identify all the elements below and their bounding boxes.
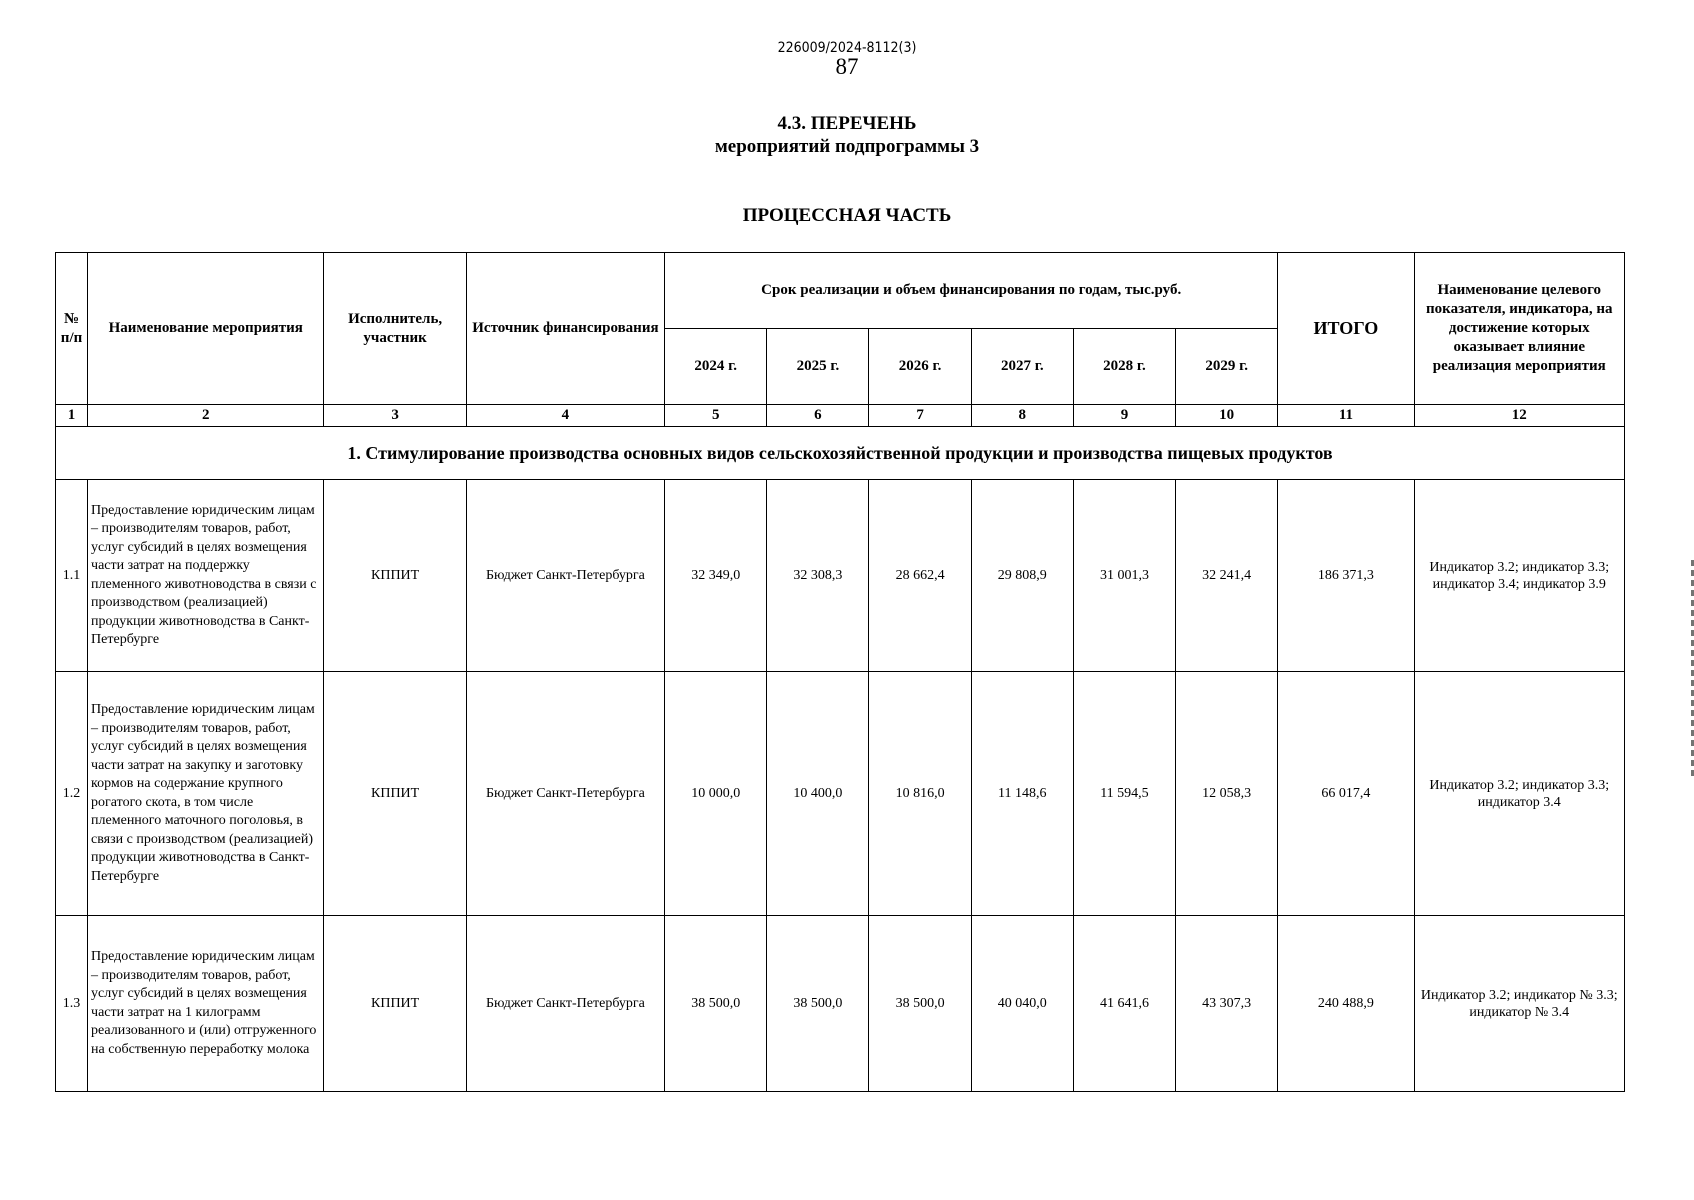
title-line-2: мероприятий подпрограммы 3 [714, 136, 980, 157]
column-number: 6 [767, 405, 869, 427]
header-indicator: Наименование целевого показателя, индикатора, на достижение которых оказывает влияние реализация мероприятия [1414, 253, 1624, 405]
header-total: ИТОГО [1278, 253, 1414, 405]
funding-source: Бюджет Санкт-Петербурга [466, 916, 664, 1092]
total-value: 186 371,3 [1278, 480, 1414, 672]
year-value: 41 641,6 [1073, 916, 1175, 1092]
year-value: 32 308,3 [767, 480, 869, 672]
year-value: 38 500,0 [767, 916, 869, 1092]
group-title: 1. Стимулирование производства основных видов сельскохозяйственной продукции и производства пищевых продуктов [56, 427, 1625, 480]
row-number: 1.1 [56, 480, 88, 672]
header-period: Срок реализации и объем финансирования по годам, тыс.руб. [665, 253, 1278, 329]
column-number: 12 [1414, 405, 1624, 427]
year-value: 11 148,6 [971, 672, 1073, 916]
year-value: 32 349,0 [665, 480, 767, 672]
header-year: 2025 г. [767, 329, 869, 405]
column-number: 10 [1176, 405, 1278, 427]
header-num: № п/п [56, 253, 88, 405]
row-number: 1.2 [56, 672, 88, 916]
funding-source: Бюджет Санкт-Петербурга [466, 480, 664, 672]
table-row [56, 916, 1625, 1092]
header-year: 2027 г. [971, 329, 1073, 405]
year-value: 32 241,4 [1176, 480, 1278, 672]
measures-table [55, 252, 1625, 1092]
year-value: 12 058,3 [1176, 672, 1278, 916]
indicator: Индикатор 3.2; индикатор № 3.3; индикатор № 3.4 [1414, 916, 1624, 1092]
year-value: 31 001,3 [1073, 480, 1175, 672]
column-number: 7 [869, 405, 971, 427]
column-number: 5 [665, 405, 767, 427]
table-row [56, 672, 1625, 916]
executor: КППИТ [324, 916, 466, 1092]
title-line-1: 4.3. ПЕРЕЧЕНЬ [777, 113, 917, 134]
header-year: 2028 г. [1073, 329, 1175, 405]
year-value: 38 500,0 [665, 916, 767, 1092]
column-number: 1 [56, 405, 88, 427]
header-executor: Исполнитель, участник [324, 253, 466, 405]
column-number: 8 [971, 405, 1073, 427]
header-name: Наименование мероприятия [88, 253, 324, 405]
header-year: 2024 г. [665, 329, 767, 405]
measure-name: Предоставление юридическим лицам – производителям товаров, работ, услуг субсидий в целях возмещения части затрат на закупку и заготовку кормов на содержание крупного рогатого скота, в том числе племенного маточного поголовья, в связи с производством (реализацией) продукции животноводства в Санкт-Петербурге [88, 672, 324, 916]
executor: КППИТ [324, 672, 466, 916]
column-number: 3 [324, 405, 466, 427]
indicator: Индикатор 3.2; индикатор 3.3; индикатор 3.4; индикатор 3.9 [1414, 480, 1624, 672]
funding-source: Бюджет Санкт-Петербурга [466, 672, 664, 916]
year-value: 10 816,0 [869, 672, 971, 916]
page-number: 87 [835, 54, 859, 79]
year-value: 28 662,4 [869, 480, 971, 672]
header-source: Источник финансирования [466, 253, 664, 405]
executor: КППИТ [324, 480, 466, 672]
indicator: Индикатор 3.2; индикатор 3.3; индикатор 3.4 [1414, 672, 1624, 916]
header-row-1 [56, 253, 1625, 329]
year-value: 11 594,5 [1073, 672, 1175, 916]
column-number: 11 [1278, 405, 1414, 427]
year-value: 10 400,0 [767, 672, 869, 916]
row-number: 1.3 [56, 916, 88, 1092]
year-value: 10 000,0 [665, 672, 767, 916]
group-row [56, 427, 1625, 480]
page-title [0, 112, 1694, 158]
column-number: 9 [1073, 405, 1175, 427]
measure-name: Предоставление юридическим лицам – производителям товаров, работ, услуг субсидий в целях возмещения части затрат на поддержку племенного животноводства в связи с производством (реализацией) продукции животноводства в Санкт-Петербурге [88, 480, 324, 672]
total-value: 240 488,9 [1278, 916, 1414, 1092]
document-id: 226009/2024-8112(3) [777, 40, 917, 56]
year-value: 40 040,0 [971, 916, 1073, 1092]
header-year: 2029 г. [1176, 329, 1278, 405]
year-value: 43 307,3 [1176, 916, 1278, 1092]
column-number: 4 [466, 405, 664, 427]
measure-name: Предоставление юридическим лицам – производителям товаров, работ, услуг субсидий в целях возмещения части затрат на 1 килограмм реализованного и (или) отгруженного на собственную переработку молока [88, 916, 324, 1092]
header-year: 2026 г. [869, 329, 971, 405]
column-number-row [56, 405, 1625, 427]
table-row [56, 480, 1625, 672]
total-value: 66 017,4 [1278, 672, 1414, 916]
year-value: 38 500,0 [869, 916, 971, 1092]
year-value: 29 808,9 [971, 480, 1073, 672]
section-title: ПРОЦЕССНАЯ ЧАСТЬ [742, 205, 952, 226]
column-number: 2 [88, 405, 324, 427]
